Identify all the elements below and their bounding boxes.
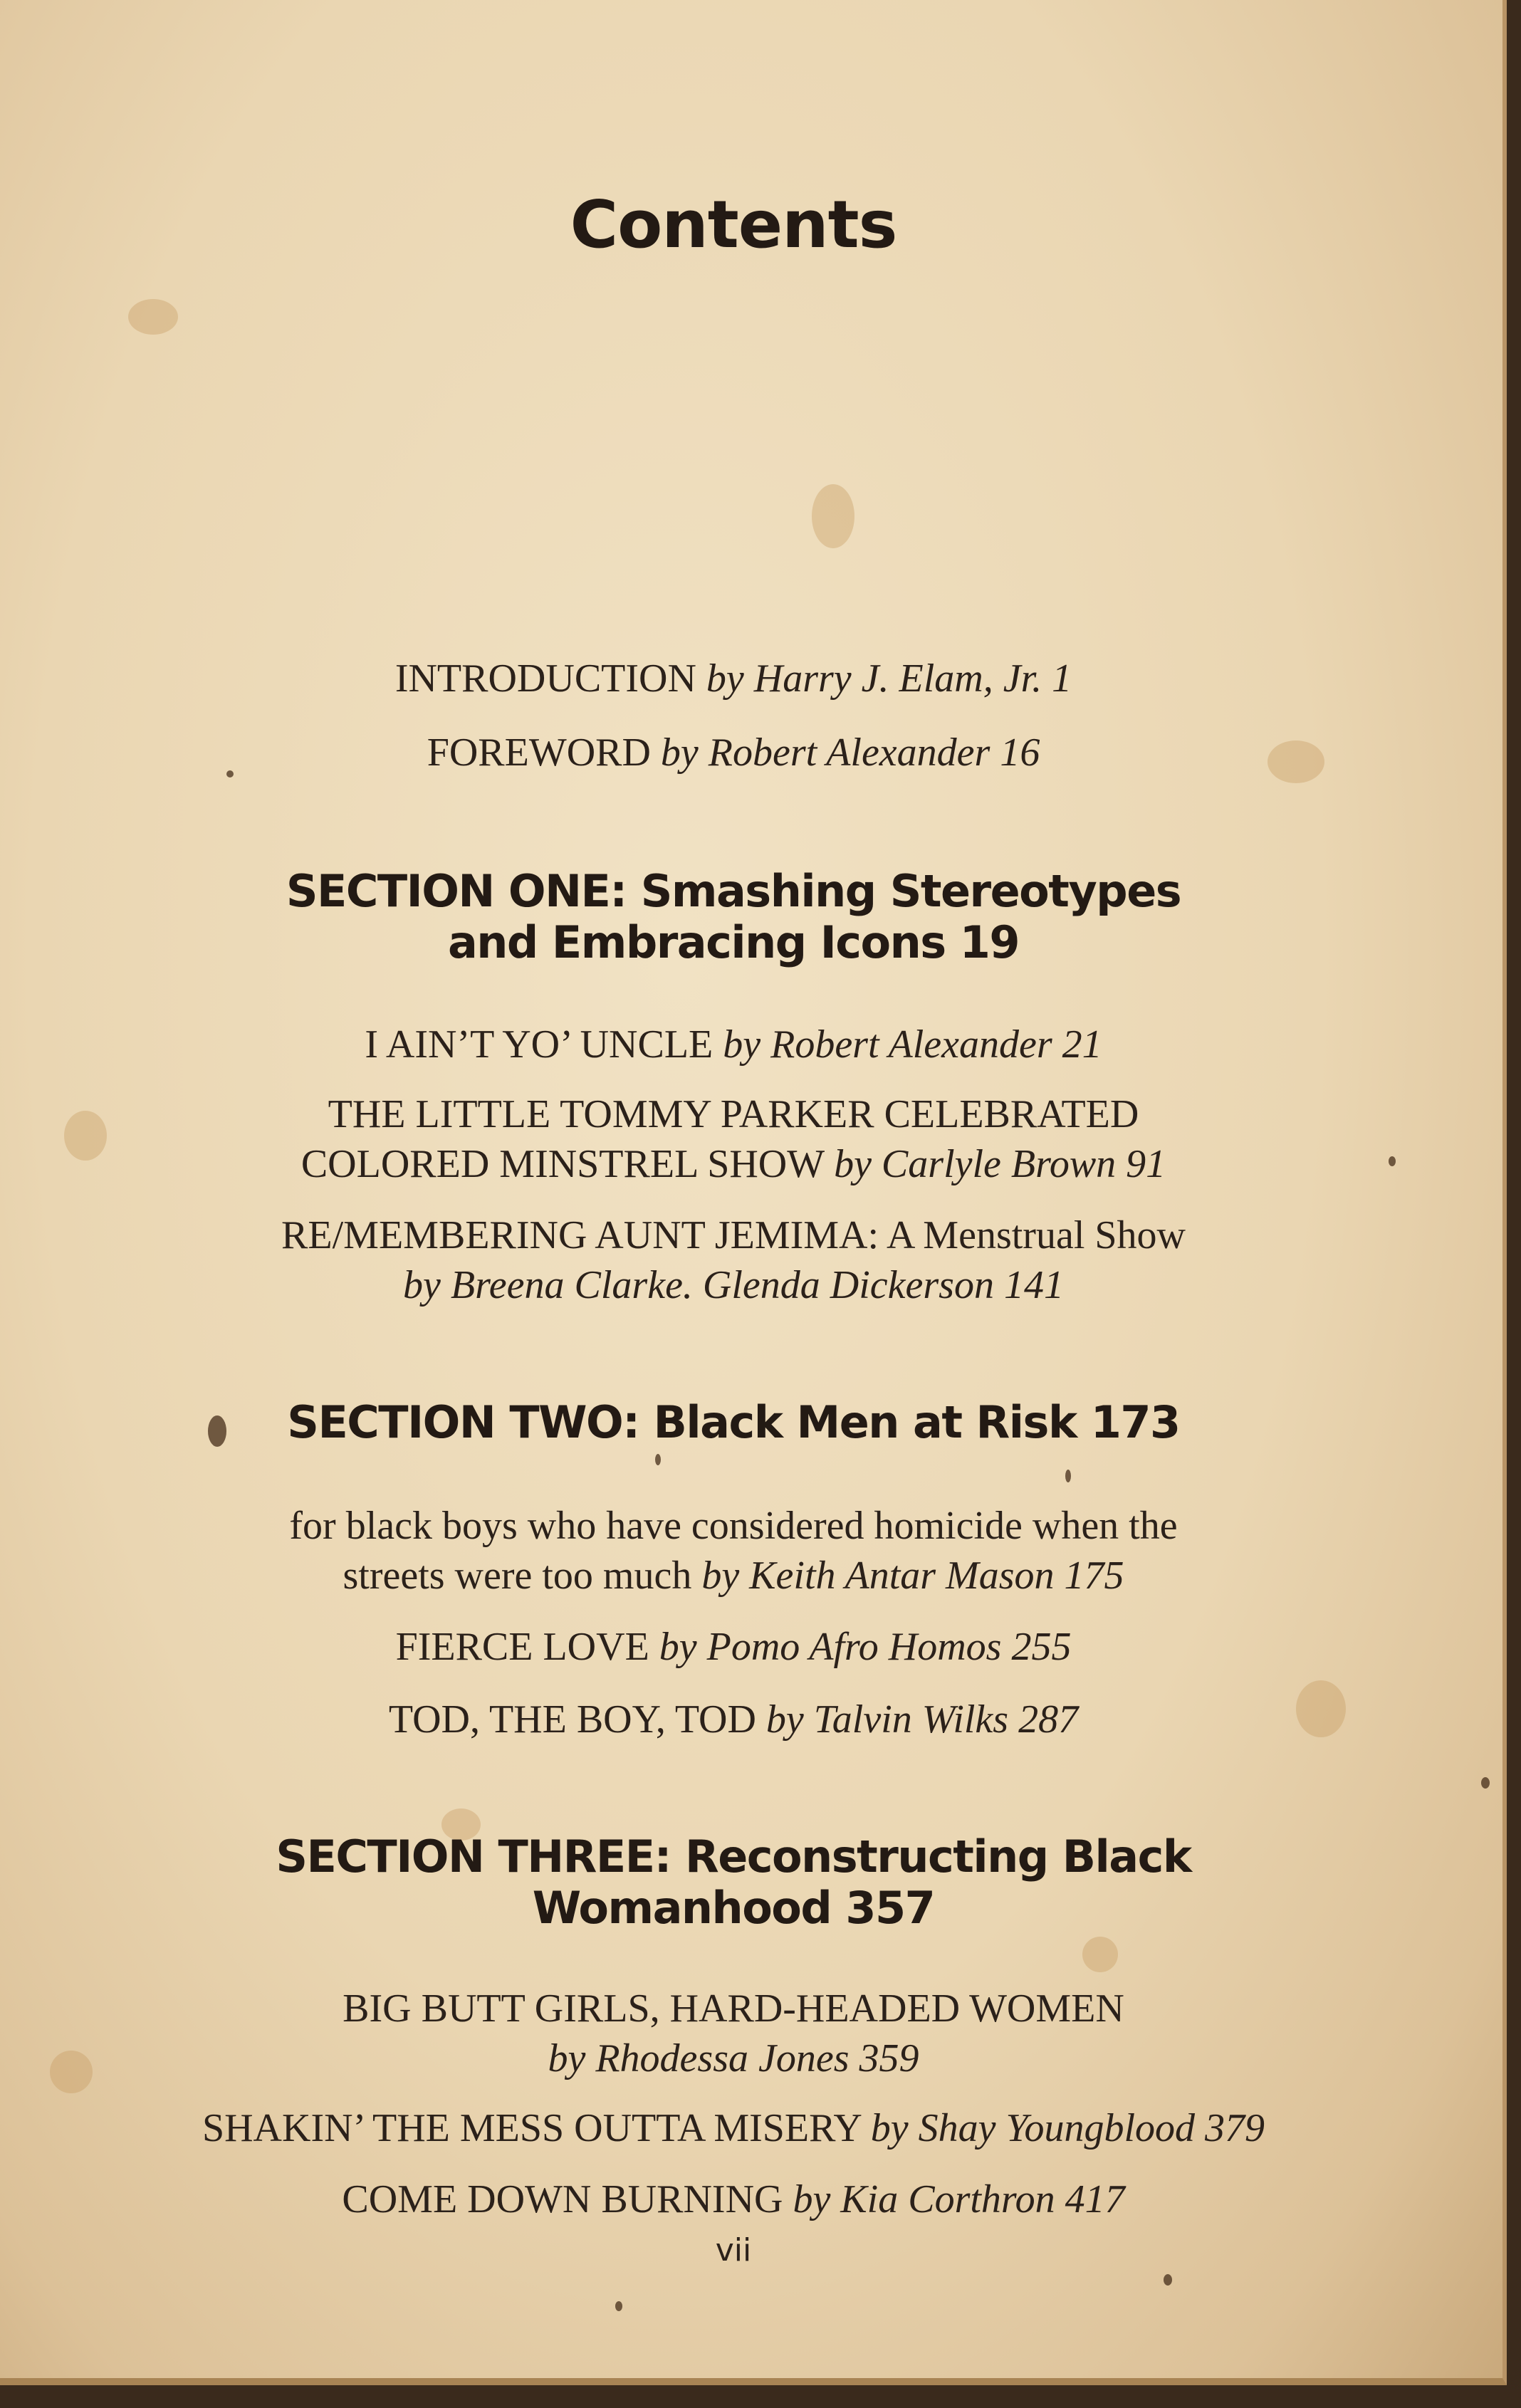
toc-entry xyxy=(0,2103,1467,2153)
entry-author: by Robert Alexander xyxy=(723,1022,1052,1067)
entry-page-number: 91 xyxy=(1126,1142,1166,1186)
toc-entry xyxy=(0,1984,1467,2083)
entry-title-continued: COLORED MINSTREL SHOW xyxy=(300,1142,825,1186)
toc-entry xyxy=(0,1695,1467,1744)
entry-author: by Keith Antar Mason xyxy=(701,1554,1055,1598)
entry-title-continued: streets were too much xyxy=(343,1554,692,1598)
section-heading-line: SECTION TWO: Black Men at Risk 173 xyxy=(287,1396,1180,1448)
entry-page-number: 379 xyxy=(1205,2106,1265,2150)
entry-author: by Rhodessa Jones xyxy=(548,2036,850,2080)
ink-speck xyxy=(1481,1777,1490,1789)
toc-entry xyxy=(0,1501,1467,1601)
entry-title: BIG BUTT GIRLS, HARD-HEADED WOMEN xyxy=(343,1986,1124,2031)
entry-author: by Carlyle Brown xyxy=(834,1142,1117,1186)
toc-entry-introduction xyxy=(0,654,1467,703)
toc-entry xyxy=(0,1210,1467,1310)
entry-title: SHAKIN’ THE MESS OUTTA MISERY xyxy=(202,2106,861,2150)
section-three-heading xyxy=(0,1831,1467,1934)
entry-title: COME DOWN BURNING xyxy=(342,2177,783,2221)
page-folio: vii xyxy=(715,2232,752,2268)
entry-title: THE LITTLE TOMMY PARKER CELEBRATED xyxy=(328,1092,1139,1136)
entry-author: by Breena Clarke. Glenda Dickerson xyxy=(403,1263,994,1307)
entry-page-number: 359 xyxy=(859,2036,919,2080)
entry-author: by Pomo Afro Homos xyxy=(659,1625,1002,1669)
entry-title: FOREWORD xyxy=(427,731,651,775)
age-spot xyxy=(128,299,178,335)
entry-title: INTRODUCTION xyxy=(394,656,696,701)
toc-entry-foreword xyxy=(0,728,1467,778)
entry-author: by Robert Alexander xyxy=(660,731,991,775)
entry-author: by Harry J. Elam, Jr. xyxy=(706,656,1042,701)
section-heading-line: SECTION THREE: Reconstructing Black xyxy=(276,1831,1191,1883)
section-heading-line: SECTION ONE: Smashing Stereotypes xyxy=(286,865,1181,917)
toc-entry xyxy=(0,2174,1467,2224)
entry-title: FIERCE LOVE xyxy=(395,1625,649,1669)
entry-page-number: 1 xyxy=(1052,656,1072,701)
entry-title: for black boys who have considered homicide when the xyxy=(289,1504,1178,1548)
toc-entry xyxy=(0,1020,1467,1069)
toc-entry xyxy=(0,1089,1467,1189)
section-two-heading xyxy=(0,1397,1467,1448)
entry-title: I AIN’T YO’ UNCLE xyxy=(365,1022,714,1067)
entry-page-number: 417 xyxy=(1065,2177,1125,2221)
entry-page-number: 255 xyxy=(1011,1625,1072,1669)
ink-speck xyxy=(1164,2274,1172,2286)
ink-speck xyxy=(1065,1470,1071,1482)
section-heading-line: Womanhood 357 xyxy=(532,1882,935,1934)
entry-page-number: 287 xyxy=(1018,1697,1079,1742)
entry-page-number: 175 xyxy=(1064,1554,1124,1598)
ink-speck xyxy=(655,1454,661,1465)
entry-author: by Shay Youngblood xyxy=(870,2106,1196,2150)
entry-author: by Kia Corthron xyxy=(793,2177,1055,2221)
entry-title: RE/MEMBERING AUNT JEMIMA: A Menstrual Show xyxy=(281,1213,1186,1257)
entry-page-number: 21 xyxy=(1062,1022,1102,1067)
entry-title: TOD, THE BOY, TOD xyxy=(388,1697,756,1742)
section-one-heading xyxy=(0,866,1467,968)
entry-page-number: 16 xyxy=(1000,731,1040,775)
entry-author: by Talvin Wilks xyxy=(765,1697,1009,1742)
entry-page-number: 141 xyxy=(1003,1263,1064,1307)
age-spot xyxy=(812,484,854,548)
toc-entry xyxy=(0,1622,1467,1672)
ink-speck xyxy=(615,2301,622,2311)
page-title: Contents xyxy=(570,187,897,263)
section-heading-line: and Embracing Icons 19 xyxy=(447,916,1020,968)
age-spot xyxy=(1082,1937,1118,1972)
